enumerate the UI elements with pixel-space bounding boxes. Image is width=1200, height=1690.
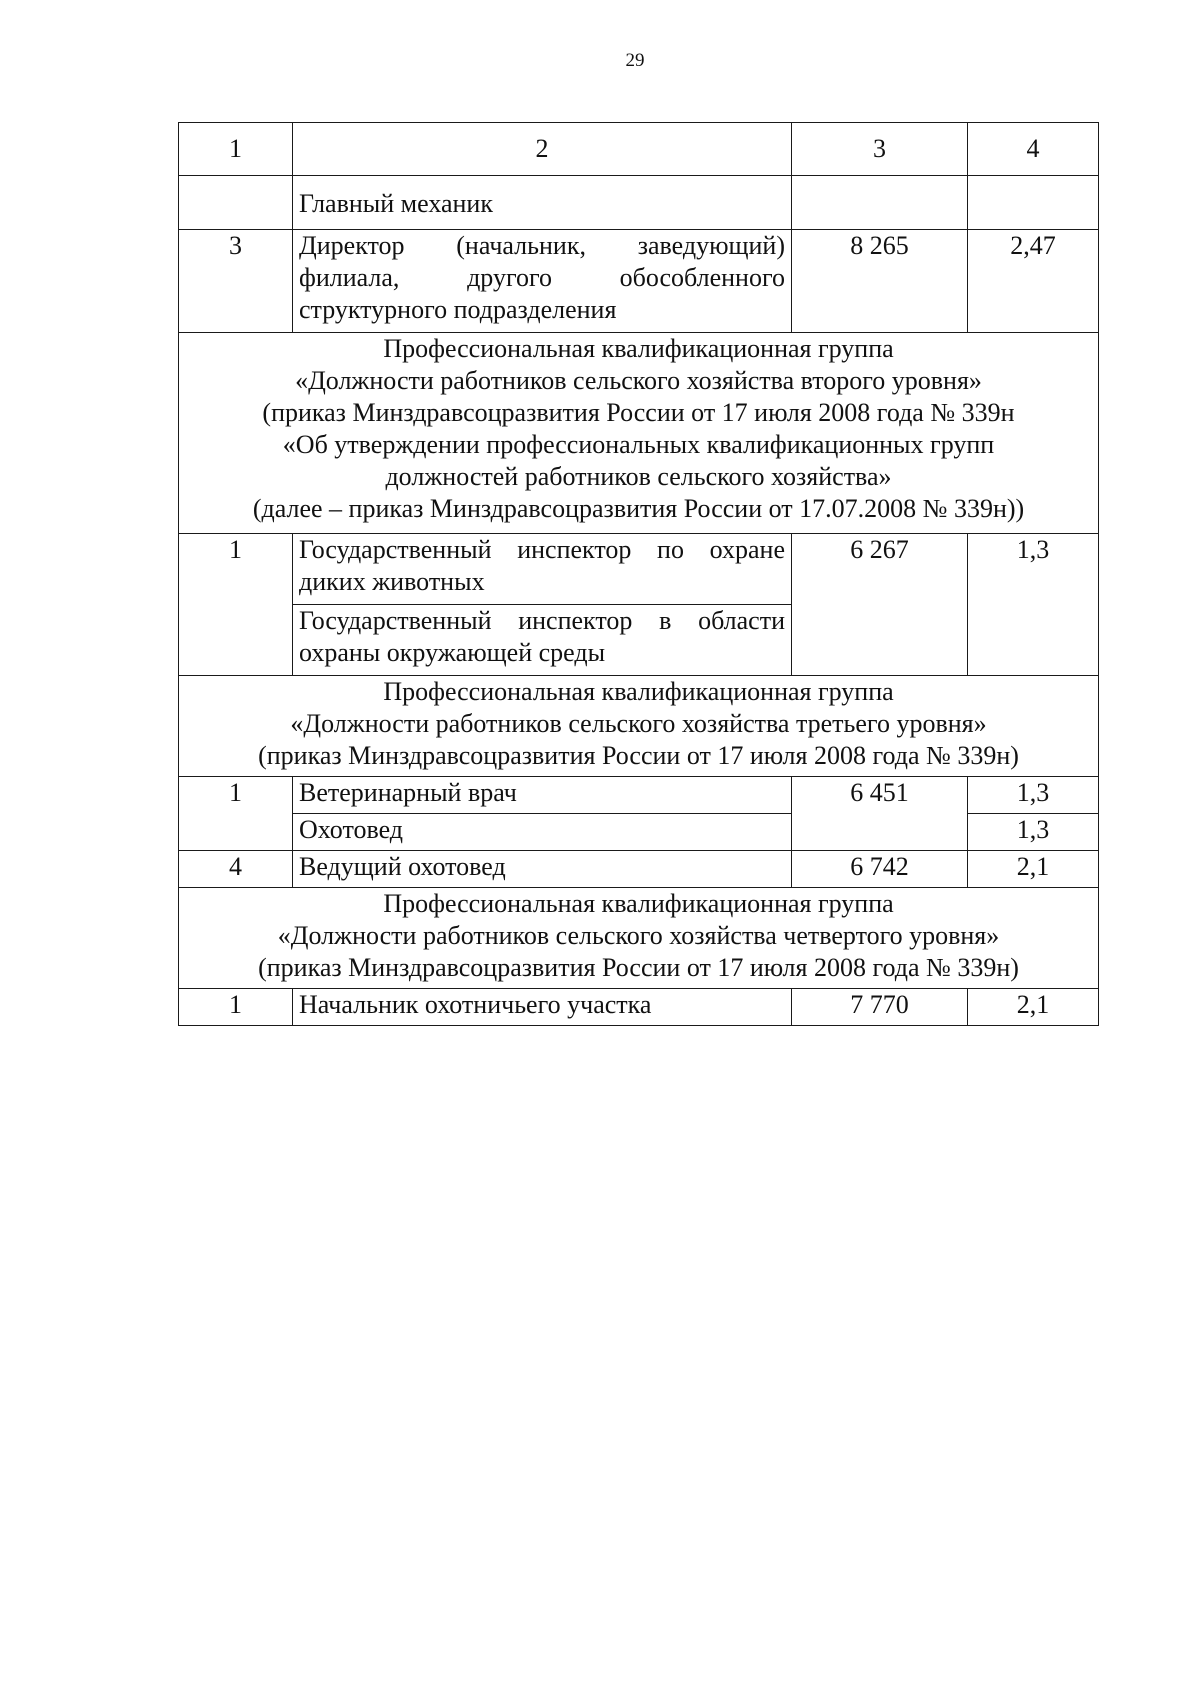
salary-value: 8 265: [792, 230, 968, 333]
table-row: [179, 176, 1099, 230]
group-heading-line: «Об утверждении профессиональных квалификационных групп: [282, 430, 995, 459]
salary-value: 6 451: [792, 777, 968, 851]
salary-value: 6 742: [792, 851, 968, 888]
table-row: [179, 777, 1099, 814]
group-heading-line: (приказ Минздравсоцразвития России от 17 июля 2008 года № 339н): [258, 953, 1019, 982]
table-row: [179, 851, 1099, 888]
group-heading: [179, 333, 1099, 534]
row-number: 3: [179, 230, 293, 333]
coefficient-cell: [968, 176, 1099, 230]
salary-value: 7 770: [792, 989, 968, 1026]
group-heading-row: [179, 333, 1099, 534]
group-heading-line: «Должности работников сельского хозяйства четвертого уровня»: [277, 921, 1000, 950]
position-name: Начальник охотничьего участка: [293, 989, 792, 1026]
group-heading-line: «Должности работников сельского хозяйства второго уровня»: [295, 366, 982, 395]
row-number: 1: [179, 534, 293, 676]
header-col-4: 4: [968, 123, 1099, 176]
group-heading-line: (далее – приказ Минздравсоцразвития России от 17.07.2008 № 339н)): [252, 494, 1025, 523]
table-row: [179, 534, 1099, 605]
header-row: [179, 123, 1099, 176]
row-number-cell: [179, 176, 293, 230]
group-heading-row: [179, 888, 1099, 989]
page-number: 29: [625, 50, 645, 71]
salary-value: 6 267: [792, 534, 968, 676]
header-col-1: 1: [179, 123, 293, 176]
group-heading-line: (приказ Минздравсоцразвития России от 17 июля 2008 года № 339н): [258, 741, 1019, 770]
position-name: Охотовед: [293, 814, 792, 851]
header-col-2: 2: [293, 123, 792, 176]
group-heading-row: [179, 676, 1099, 777]
group-heading-line: (приказ Минздравсоцразвития России от 17 июля 2008 года № 339н: [262, 398, 1015, 427]
group-heading: [179, 676, 1099, 777]
qualification-table: [178, 122, 1099, 1026]
row-number: 1: [179, 989, 293, 1026]
group-heading-line: Профессиональная квалификационная группа: [383, 677, 894, 706]
coefficient-value: 2,47: [968, 230, 1099, 333]
group-heading-line: Профессиональная квалификационная группа: [383, 334, 894, 363]
position-name: Ветеринарный врач: [293, 777, 792, 814]
row-number: 1: [179, 777, 293, 851]
table-row: [179, 230, 1099, 333]
row-number: 4: [179, 851, 293, 888]
group-heading-line: «Должности работников сельского хозяйства третьего уровня»: [290, 709, 987, 738]
coefficient-value: 2,1: [968, 851, 1099, 888]
table-row: [179, 989, 1099, 1026]
coefficient-value: 1,3: [968, 534, 1099, 676]
group-heading: [179, 888, 1099, 989]
position-name: Директор (начальник, заведующий) филиала, другого обособленного структурного подразделения: [293, 230, 792, 333]
header-col-3: 3: [792, 123, 968, 176]
position-name: Государственный инспектор по охране диких животных: [293, 534, 792, 605]
position-name: Государственный инспектор в области охраны окружающей среды: [293, 605, 792, 676]
group-heading-line: должностей работников сельского хозяйства»: [385, 462, 892, 491]
salary-cell: [792, 176, 968, 230]
coefficient-value: 1,3: [968, 777, 1099, 814]
position-name: Главный механик: [293, 176, 792, 230]
coefficient-value: 1,3: [968, 814, 1099, 851]
position-name: Ведущий охотовед: [293, 851, 792, 888]
coefficient-value: 2,1: [968, 989, 1099, 1026]
group-heading-line: Профессиональная квалификационная группа: [383, 889, 894, 918]
